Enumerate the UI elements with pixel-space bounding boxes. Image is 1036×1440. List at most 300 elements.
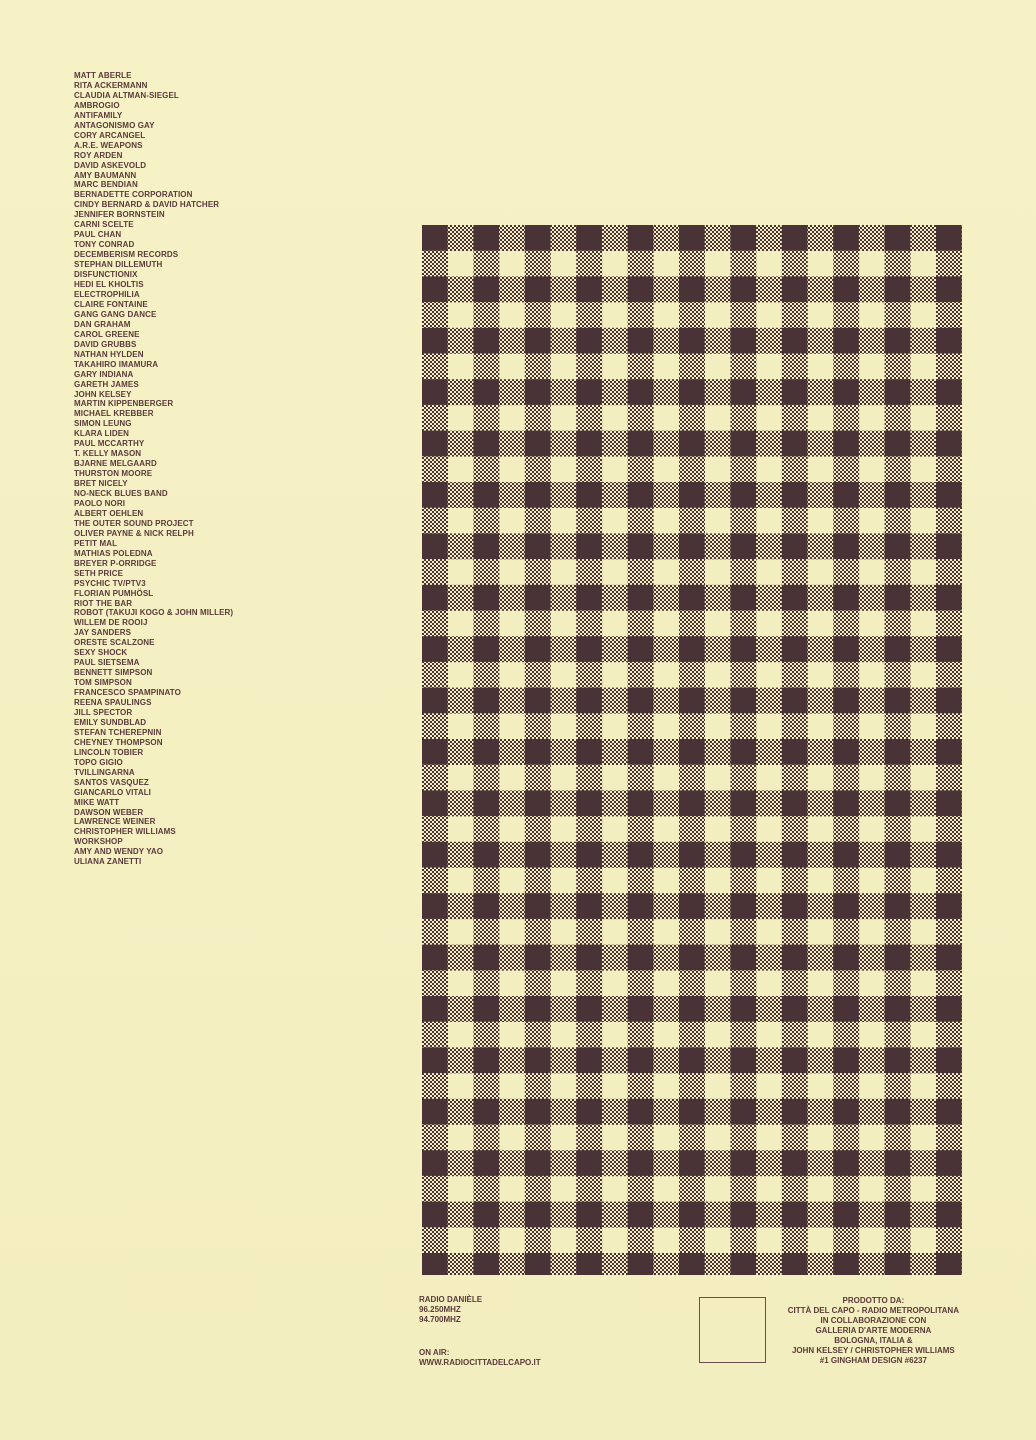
gingham-dotted-cell [499,1253,525,1275]
gingham-dotted-cell [782,1073,808,1099]
gingham-dotted-cell [679,456,705,482]
gingham-dotted-cell [885,1073,911,1099]
gingham-dotted-cell [653,688,679,714]
gingham-solid-cell [576,945,602,971]
gingham-dotted-cell [705,996,731,1022]
gingham-solid-cell [782,1047,808,1073]
gingham-dotted-cell [756,431,782,457]
gingham-solid-cell [833,1099,859,1125]
gingham-dotted-cell [525,354,551,380]
gingham-dotted-cell [885,713,911,739]
radio-frequency-2: 94.700MHZ [419,1315,461,1324]
gingham-dotted-cell [602,688,628,714]
gingham-dotted-cell [936,765,962,791]
gingham-dotted-cell [885,816,911,842]
gingham-dotted-cell [576,302,602,328]
gingham-solid-cell [936,739,962,765]
gingham-solid-cell [679,379,705,405]
gingham-solid-cell [525,379,551,405]
artist-name: ROY ARDEN [74,150,123,160]
gingham-dotted-cell [499,328,525,354]
artist-name: CAROL GREENE [74,329,140,339]
gingham-solid-cell [782,996,808,1022]
gingham-dotted-cell [730,970,756,996]
gingham-solid-cell [833,1047,859,1073]
gingham-dotted-cell [885,1022,911,1048]
gingham-dotted-cell [448,945,474,971]
gingham-solid-cell [730,893,756,919]
gingham-dotted-cell [499,1047,525,1073]
gingham-solid-cell [833,842,859,868]
gingham-dotted-cell [910,790,936,816]
gingham-solid-cell [833,431,859,457]
gingham-dotted-cell [885,559,911,585]
artist-name: LAWRENCE WEINER [74,817,156,827]
artist-name: FRANCESCO SPAMPINATO [74,688,181,698]
gingham-solid-cell [525,688,551,714]
gingham-solid-cell [782,533,808,559]
gingham-dotted-cell [910,431,936,457]
gingham-solid-cell [473,533,499,559]
gingham-dotted-cell [730,1125,756,1151]
gingham-dotted-cell [473,405,499,431]
gingham-solid-cell [833,945,859,971]
gingham-dotted-cell [473,1227,499,1253]
gingham-dotted-cell [859,688,885,714]
gingham-dotted-cell [679,1227,705,1253]
gingham-dotted-cell [551,688,577,714]
gingham-dotted-cell [422,508,448,534]
gingham-dotted-cell [576,1022,602,1048]
artist-name: CLAUDIA ALTMAN-SIEGEL [74,90,179,100]
gingham-dotted-cell [859,431,885,457]
artist-name: TOPO GIGIO [74,757,123,767]
gingham-dotted-cell [936,302,962,328]
gingham-solid-cell [576,1202,602,1228]
gingham-solid-cell [730,585,756,611]
gingham-dotted-cell [473,611,499,637]
artist-name: CINDY BERNARD & DAVID HATCHER [74,200,220,210]
gingham-dotted-cell [602,225,628,251]
gingham-pattern-frame [422,75,962,1275]
gingham-solid-cell [730,276,756,302]
gingham-dotted-cell [910,842,936,868]
gingham-dotted-cell [602,996,628,1022]
gingham-dotted-cell [756,328,782,354]
credits-line: PRODOTTO DA: [842,1296,905,1305]
gingham-dotted-cell [782,970,808,996]
gingham-dotted-cell [936,508,962,534]
gingham-dotted-cell [885,456,911,482]
gingham-solid-cell [679,1099,705,1125]
gingham-dotted-cell [705,893,731,919]
gingham-dotted-cell [936,354,962,380]
gingham-dotted-cell [448,996,474,1022]
gingham-dotted-cell [705,585,731,611]
gingham-solid-cell [936,1099,962,1125]
gingham-solid-cell [525,1099,551,1125]
artist-name: RITA ACKERMANN [74,80,148,90]
gingham-solid-cell [730,1150,756,1176]
gingham-dotted-cell [576,765,602,791]
gingham-solid-cell [422,842,448,868]
artist-name: ORESTE SCALZONE [74,638,155,648]
gingham-solid-cell [936,1150,962,1176]
gingham-solid-cell [628,739,654,765]
gingham-dotted-cell [705,533,731,559]
artist-name: LINCOLN TOBIER [74,747,144,757]
gingham-dotted-cell [730,456,756,482]
gingham-dotted-cell [859,1150,885,1176]
gingham-solid-cell [473,585,499,611]
gingham-solid-cell [936,1253,962,1275]
gingham-solid-cell [936,225,962,251]
gingham-solid-cell [422,482,448,508]
on-air-info [419,1348,541,1368]
gingham-dotted-cell [525,456,551,482]
gingham-dotted-cell [422,713,448,739]
gingham-solid-cell [576,790,602,816]
radio-name: RADIO DANIÈLE [419,1295,483,1304]
gingham-dotted-cell [448,893,474,919]
gingham-dotted-cell [756,996,782,1022]
gingham-solid-cell [576,276,602,302]
gingham-dotted-cell [910,1202,936,1228]
gingham-solid-cell [628,1202,654,1228]
gingham-solid-cell [782,276,808,302]
gingham-dotted-cell [602,533,628,559]
gingham-solid-cell [833,996,859,1022]
gingham-dotted-cell [525,765,551,791]
gingham-dotted-cell [730,1176,756,1202]
gingham-dotted-cell [885,765,911,791]
gingham-dotted-cell [628,816,654,842]
artist-name: CORY ARCANGEL [74,130,146,140]
gingham-solid-cell [936,636,962,662]
gingham-dotted-cell [525,1176,551,1202]
artist-name: MIKE WATT [74,797,120,807]
gingham-solid-cell [679,996,705,1022]
gingham-dotted-cell [653,585,679,611]
gingham-dotted-cell [808,431,834,457]
artist-name: PAUL SIETSEMA [74,658,140,668]
gingham-dotted-cell [499,842,525,868]
gingham-dotted-cell [628,508,654,534]
artist-name: GARY INDIANA [74,369,134,379]
gingham-solid-cell [525,790,551,816]
gingham-solid-cell [885,842,911,868]
gingham-dotted-cell [602,1047,628,1073]
gingham-dotted-cell [422,919,448,945]
gingham-dotted-cell [859,276,885,302]
gingham-solid-cell [679,842,705,868]
gingham-dotted-cell [833,868,859,894]
gingham-solid-cell [576,431,602,457]
gingham-solid-cell [885,379,911,405]
gingham-solid-cell [576,842,602,868]
gingham-dotted-cell [602,585,628,611]
gingham-dotted-cell [525,611,551,637]
gingham-solid-cell [936,585,962,611]
gingham-dotted-cell [602,1099,628,1125]
gingham-solid-cell [422,893,448,919]
gingham-solid-cell [833,739,859,765]
gingham-dotted-cell [782,456,808,482]
gingham-dotted-cell [473,868,499,894]
gingham-dotted-cell [422,816,448,842]
gingham-dotted-cell [705,790,731,816]
gingham-dotted-cell [730,354,756,380]
gingham-dotted-cell [885,508,911,534]
gingham-dotted-cell [679,508,705,534]
gingham-solid-cell [782,225,808,251]
gingham-dotted-cell [473,1125,499,1151]
gingham-dotted-cell [653,790,679,816]
gingham-dotted-cell [602,379,628,405]
artist-name: DAWSON WEBER [74,807,144,817]
gingham-dotted-cell [808,482,834,508]
gingham-dotted-cell [808,636,834,662]
artist-name: PAUL CHAN [74,230,122,240]
gingham-dotted-cell [525,1022,551,1048]
gingham-dotted-cell [808,276,834,302]
gingham-solid-cell [782,636,808,662]
gingham-dotted-cell [422,611,448,637]
gingham-dotted-cell [808,893,834,919]
gingham-dotted-cell [730,816,756,842]
gingham-dotted-cell [422,456,448,482]
gingham-dotted-cell [910,276,936,302]
gingham-dotted-cell [628,765,654,791]
gingham-dotted-cell [448,379,474,405]
gingham-dotted-cell [525,816,551,842]
gingham-solid-cell [730,636,756,662]
gingham-solid-cell [730,842,756,868]
gingham-dotted-cell [422,405,448,431]
artist-name: JILL SPECTOR [74,708,133,717]
gingham-dotted-cell [782,765,808,791]
gingham-dotted-cell [679,1176,705,1202]
gingham-dotted-cell [936,816,962,842]
artist-name: A.R.E. WEAPONS [74,140,143,150]
gingham-dotted-cell [576,1073,602,1099]
artist-name: FLORIAN PUMHÖSL [74,588,154,598]
gingham-solid-cell [730,1047,756,1073]
gingham-dotted-cell [551,379,577,405]
gingham-dotted-cell [422,970,448,996]
gingham-dotted-cell [756,893,782,919]
stamp-box [699,1297,766,1363]
gingham-dotted-cell [782,354,808,380]
gingham-dotted-cell [910,585,936,611]
gingham-dotted-cell [499,636,525,662]
gingham-dotted-cell [808,739,834,765]
gingham-solid-cell [730,996,756,1022]
gingham-dotted-cell [499,379,525,405]
gingham-dotted-cell [885,405,911,431]
artist-name: HEDI EL KHOLTIS [74,280,144,290]
gingham-solid-cell [782,1150,808,1176]
artist-name: REENA SPAULINGS [74,698,152,708]
gingham-dotted-cell [808,1253,834,1275]
gingham-dotted-cell [628,919,654,945]
gingham-solid-cell [422,328,448,354]
gingham-dotted-cell [499,276,525,302]
gingham-solid-cell [885,739,911,765]
artist-name: CARNI SCELTE [74,220,134,230]
artist-name: DAVID ASKEVOLD [74,160,147,170]
gingham-dotted-cell [499,790,525,816]
artist-name: DAN GRAHAM [74,319,131,329]
gingham-solid-cell [679,431,705,457]
gingham-dotted-cell [551,893,577,919]
gingham-dotted-cell [448,328,474,354]
gingham-solid-cell [833,636,859,662]
gingham-solid-cell [473,328,499,354]
gingham-dotted-cell [679,970,705,996]
gingham-dotted-cell [808,945,834,971]
gingham-dotted-cell [628,559,654,585]
gingham-solid-cell [679,1047,705,1073]
gingham-solid-cell [422,945,448,971]
artist-name: SIMON LEUNG [74,419,132,429]
gingham-dotted-cell [782,662,808,688]
gingham-solid-cell [885,636,911,662]
gingham-dotted-cell [653,379,679,405]
gingham-solid-cell [885,893,911,919]
gingham-dotted-cell [756,739,782,765]
gingham-dotted-cell [499,893,525,919]
gingham-solid-cell [473,688,499,714]
gingham-dotted-cell [833,970,859,996]
gingham-dotted-cell [679,1125,705,1151]
gingham-dotted-cell [473,713,499,739]
gingham-dotted-cell [833,405,859,431]
gingham-dotted-cell [730,559,756,585]
gingham-solid-cell [833,585,859,611]
gingham-dotted-cell [859,842,885,868]
gingham-dotted-cell [705,1202,731,1228]
gingham-dotted-cell [448,585,474,611]
gingham-dotted-cell [782,251,808,277]
gingham-solid-cell [525,585,551,611]
gingham-dotted-cell [576,354,602,380]
gingham-dotted-cell [679,662,705,688]
artist-name: RIOT THE BAR [74,598,133,608]
gingham-dotted-cell [859,1047,885,1073]
gingham-solid-cell [885,1047,911,1073]
gingham-solid-cell [422,1253,448,1275]
gingham-dotted-cell [782,816,808,842]
gingham-dotted-cell [422,251,448,277]
gingham-dotted-cell [525,919,551,945]
artist-name: NATHAN HYLDEN [74,349,144,359]
gingham-dotted-cell [885,970,911,996]
gingham-solid-cell [525,1150,551,1176]
gingham-dotted-cell [756,636,782,662]
gingham-solid-cell [833,1202,859,1228]
artist-name: DISFUNCTIONIX [74,270,138,280]
gingham-dotted-cell [525,508,551,534]
gingham-solid-cell [679,790,705,816]
gingham-dotted-cell [730,919,756,945]
gingham-solid-cell [628,893,654,919]
gingham-dotted-cell [628,456,654,482]
gingham-solid-cell [679,1253,705,1275]
gingham-solid-cell [730,945,756,971]
gingham-solid-cell [730,1099,756,1125]
gingham-dotted-cell [602,482,628,508]
credits-line: BOLOGNA, ITALIA & [834,1336,913,1345]
gingham-solid-cell [473,842,499,868]
gingham-dotted-cell [782,1227,808,1253]
gingham-solid-cell [679,276,705,302]
gingham-solid-cell [885,431,911,457]
gingham-solid-cell [833,276,859,302]
gingham-dotted-cell [653,1150,679,1176]
gingham-solid-cell [679,688,705,714]
gingham-dotted-cell [551,1047,577,1073]
gingham-dotted-cell [525,868,551,894]
artist-name: MICHAEL KREBBER [74,409,154,419]
gingham-dotted-cell [705,1099,731,1125]
gingham-dotted-cell [808,585,834,611]
gingham-dotted-cell [628,970,654,996]
gingham-dotted-cell [808,379,834,405]
gingham-dotted-cell [499,688,525,714]
gingham-dotted-cell [499,996,525,1022]
gingham-dotted-cell [628,662,654,688]
gingham-dotted-cell [859,585,885,611]
gingham-dotted-cell [936,1176,962,1202]
gingham-solid-cell [936,1202,962,1228]
gingham-solid-cell [782,585,808,611]
gingham-dotted-cell [448,790,474,816]
gingham-dotted-cell [448,1047,474,1073]
gingham-solid-cell [885,585,911,611]
gingham-solid-cell [628,585,654,611]
gingham-solid-cell [473,945,499,971]
gingham-solid-cell [473,482,499,508]
gingham-dotted-cell [808,533,834,559]
website-url[interactable]: WWW.RADIOCITTADELCAPO.IT [419,1358,541,1367]
gingham-dotted-cell [473,970,499,996]
gingham-solid-cell [833,225,859,251]
gingham-solid-cell [782,945,808,971]
gingham-dotted-cell [602,893,628,919]
gingham-dotted-cell [499,1150,525,1176]
gingham-dotted-cell [730,868,756,894]
gingham-dotted-cell [859,996,885,1022]
gingham-dotted-cell [576,919,602,945]
gingham-solid-cell [730,431,756,457]
gingham-dotted-cell [628,611,654,637]
gingham-dotted-cell [422,868,448,894]
gingham-solid-cell [473,996,499,1022]
gingham-solid-cell [628,379,654,405]
gingham-dotted-cell [885,1176,911,1202]
gingham-solid-cell [525,1253,551,1275]
gingham-dotted-cell [833,456,859,482]
gingham-dotted-cell [628,1227,654,1253]
gingham-solid-cell [473,225,499,251]
artist-name: MARC BENDIAN [74,180,138,190]
gingham-dotted-cell [653,636,679,662]
artist-name: SEXY SHOCK [74,648,128,658]
gingham-dotted-cell [653,431,679,457]
gingham-solid-cell [422,1099,448,1125]
gingham-solid-cell [679,1150,705,1176]
